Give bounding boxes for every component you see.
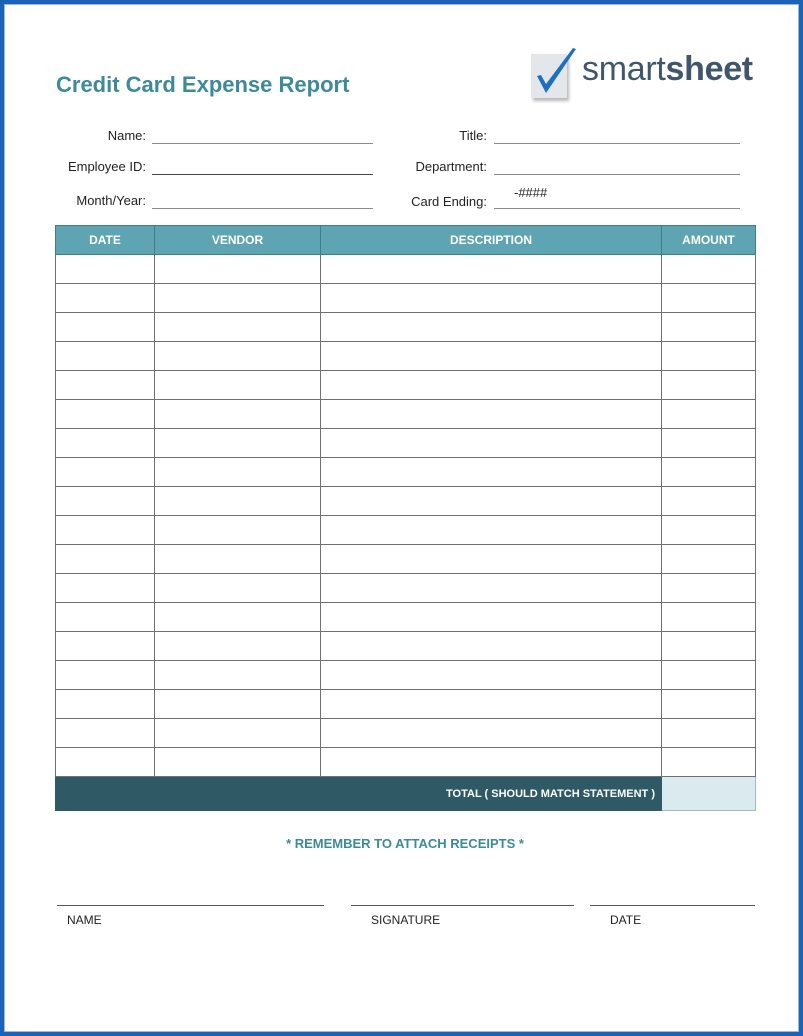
description-cell[interactable] [321,603,662,632]
checkmark-icon [528,46,584,102]
month-year-field[interactable] [152,208,373,209]
employee-id-label: Employee ID: [67,159,146,174]
date-cell[interactable] [56,661,155,690]
title-label: Title: [459,128,487,143]
vendor-cell[interactable] [155,748,321,777]
vendor-cell[interactable] [155,284,321,313]
description-cell[interactable] [321,458,662,487]
description-cell[interactable] [321,400,662,429]
date-cell[interactable] [56,603,155,632]
amount-cell[interactable] [662,748,756,777]
amount-cell[interactable] [662,719,756,748]
name-signature-label: NAME [67,913,102,927]
table-row [56,400,756,429]
amount-cell[interactable] [662,690,756,719]
table-row [56,719,756,748]
amount-cell[interactable] [662,632,756,661]
name-signature-line[interactable] [57,905,324,906]
description-cell[interactable] [321,429,662,458]
table-row [56,748,756,777]
date-cell[interactable] [56,429,155,458]
department-field[interactable] [494,174,740,175]
logo-text-suffix: sheet [665,50,753,88]
total-amount-cell[interactable] [662,777,756,811]
description-cell[interactable] [321,632,662,661]
date-cell[interactable] [56,371,155,400]
table-row [56,458,756,487]
vendor-cell[interactable] [155,313,321,342]
vendor-cell[interactable] [155,342,321,371]
date-signature-line[interactable] [590,905,755,906]
date-cell[interactable] [56,400,155,429]
description-cell[interactable] [321,748,662,777]
amount-cell[interactable] [662,516,756,545]
date-cell[interactable] [56,458,155,487]
vendor-cell[interactable] [155,255,321,284]
smartsheet-logo [528,46,778,102]
date-cell[interactable] [56,574,155,603]
month-year-label: Month/Year: [76,193,146,208]
table-row [56,516,756,545]
name-label: Name: [107,128,146,143]
vendor-cell[interactable] [155,690,321,719]
description-cell[interactable] [321,661,662,690]
signature-label: SIGNATURE [371,913,441,927]
table-row [56,255,756,284]
table-header-row [56,226,756,255]
amount-cell[interactable] [662,661,756,690]
vendor-cell[interactable] [155,603,321,632]
column-header-date: DATE [56,226,155,255]
amount-cell[interactable] [662,400,756,429]
table-row [56,371,756,400]
description-cell[interactable] [321,516,662,545]
receipts-reminder: * REMEMBER TO ATTACH RECEIPTS * [286,836,524,851]
vendor-cell[interactable] [155,400,321,429]
amount-cell[interactable] [662,371,756,400]
table-row [56,690,756,719]
card-ending-field[interactable] [494,208,740,209]
date-cell[interactable] [56,748,155,777]
description-cell[interactable] [321,371,662,400]
vendor-cell[interactable] [155,661,321,690]
table-row [56,342,756,371]
card-ending-label: Card Ending: [411,194,487,209]
table-row [56,429,756,458]
table-row [56,313,756,342]
column-header-vendor: VENDOR [155,226,321,255]
amount-cell[interactable] [662,603,756,632]
date-cell[interactable] [56,255,155,284]
amount-cell[interactable] [662,487,756,516]
vendor-cell[interactable] [155,516,321,545]
vendor-cell[interactable] [155,574,321,603]
description-cell[interactable] [321,255,662,284]
column-header-description: DESCRIPTION [321,226,662,255]
date-cell[interactable] [56,313,155,342]
amount-cell[interactable] [662,342,756,371]
date-cell[interactable] [56,342,155,371]
report-title: Credit Card Expense Report [56,72,350,97]
date-cell[interactable] [56,284,155,313]
date-signature-label: DATE [610,913,642,927]
vendor-cell[interactable] [155,429,321,458]
amount-cell[interactable] [662,284,756,313]
description-cell[interactable] [321,574,662,603]
vendor-cell[interactable] [155,487,321,516]
department-label: Department: [415,159,487,174]
amount-cell[interactable] [662,429,756,458]
description-cell[interactable] [321,313,662,342]
vendor-cell[interactable] [155,458,321,487]
amount-cell[interactable] [662,574,756,603]
expense-table [55,225,756,811]
table-row [56,603,756,632]
vendor-cell[interactable] [155,632,321,661]
vendor-cell[interactable] [155,719,321,748]
description-cell[interactable] [321,690,662,719]
total-row [56,777,756,811]
table-row [56,632,756,661]
description-cell[interactable] [321,342,662,371]
amount-cell[interactable] [662,458,756,487]
date-cell[interactable] [56,545,155,574]
amount-cell[interactable] [662,313,756,342]
title-field[interactable] [494,143,740,144]
column-header-amount: AMOUNT [662,226,756,255]
date-cell[interactable] [56,690,155,719]
table-body [56,255,756,777]
name-field[interactable] [152,143,373,144]
signature-line[interactable] [351,905,574,906]
description-cell[interactable] [321,487,662,516]
date-cell[interactable] [56,719,155,748]
vendor-cell[interactable] [155,545,321,574]
card-ending-value: -#### [514,185,548,200]
description-cell[interactable] [321,545,662,574]
table-row [56,487,756,516]
amount-cell[interactable] [662,545,756,574]
amount-cell[interactable] [662,255,756,284]
table-row [56,284,756,313]
employee-id-field[interactable] [152,174,373,175]
vendor-cell[interactable] [155,371,321,400]
logo-text-prefix: smart [582,50,666,88]
table-row [56,661,756,690]
table-row [56,545,756,574]
date-cell[interactable] [56,632,155,661]
table-row [56,574,756,603]
logo-wordmark [582,50,753,89]
description-cell[interactable] [321,719,662,748]
date-cell[interactable] [56,516,155,545]
description-cell[interactable] [321,284,662,313]
date-cell[interactable] [56,487,155,516]
total-label: TOTAL ( SHOULD MATCH STATEMENT ) [56,777,662,811]
